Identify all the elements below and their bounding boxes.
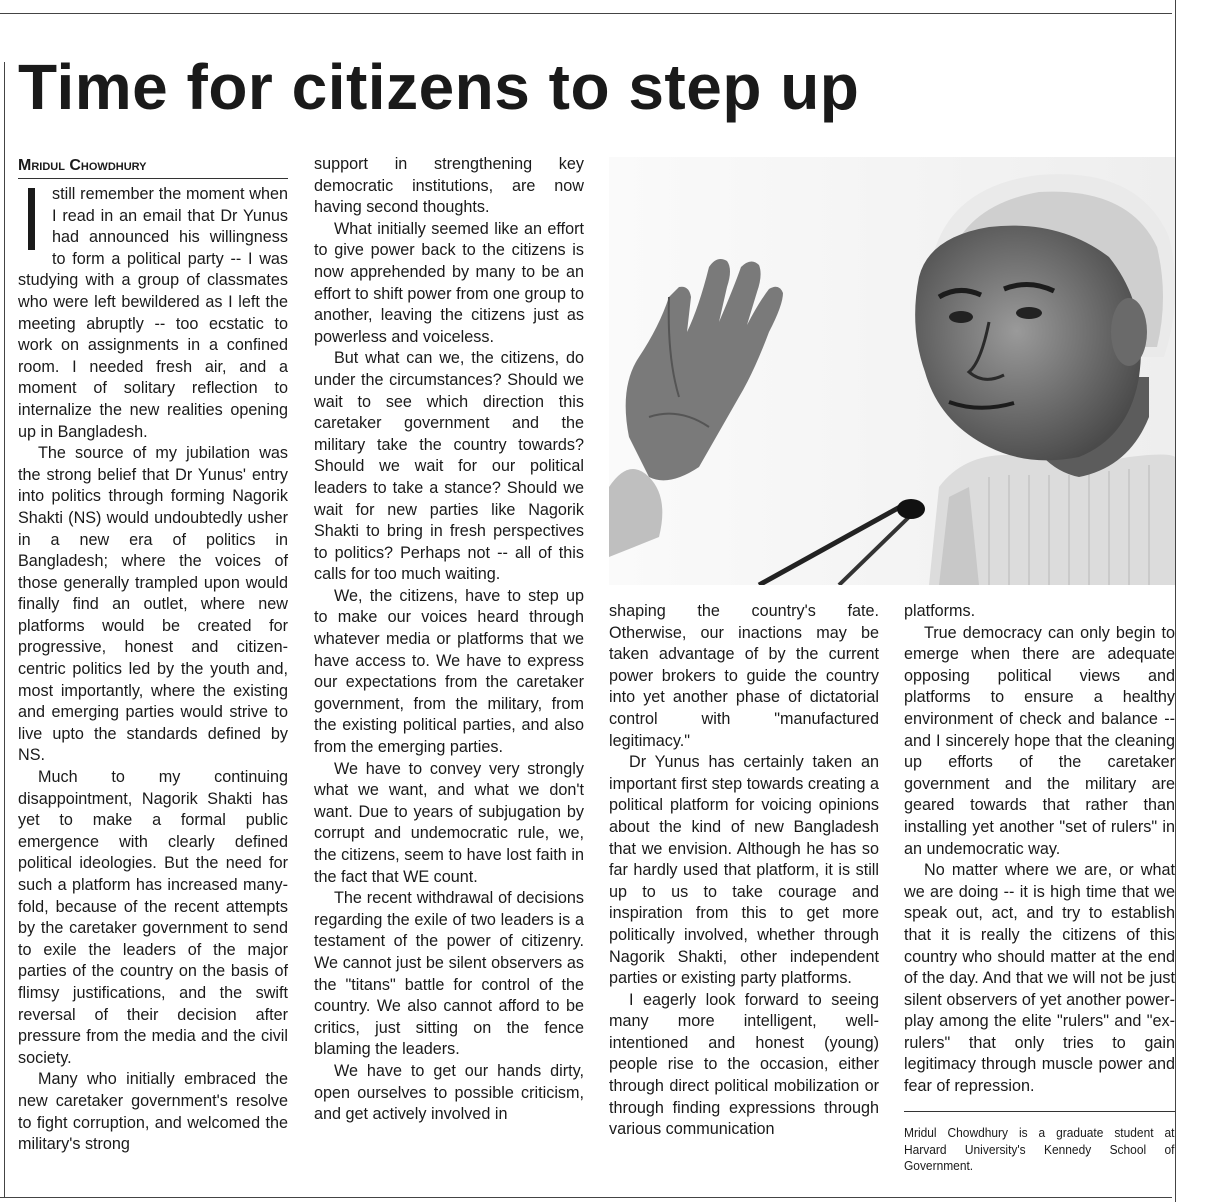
paragraph: No matter where we are, or what we are doing -- it is high time that we speak out, act, and try to establish that it is really the citizens of this country who should matter at the end of the day. And that we will not be just silent observers of yet another power-play among the elite "rulers" and "ex-rulers" that only tries to gain legitimacy through muscle power and fear of repression.	[904, 861, 1175, 1096]
article-column-3	[609, 601, 879, 1141]
paragraph: support in strengthening key democratic institutions, are now having second thoughts.	[314, 155, 584, 217]
paragraph: But what can we, the citizens, do under the circumstances? Should we wait to see which direction this caretaker government and the military take the country towards? Should we wait for our political leaders to take a stance? Should we wait for new parties like Nagorik Shakti to bring in fresh perspectives to politics? Perhaps not -- all of this calls for too much waiting.	[314, 349, 584, 584]
paragraph: What initially seemed like an effort to give power back to the citizens is now apprehended by many to be an effort to shift power from one group to another, leaving the citizens just as powerless and voiceless.	[314, 219, 584, 346]
article-column-1	[18, 184, 288, 1156]
article-column-2	[314, 154, 584, 1126]
author-note-rule	[904, 1111, 1175, 1112]
portrait-illustration	[609, 157, 1175, 585]
left-border-rule	[4, 62, 5, 1197]
dropcap	[22, 188, 44, 254]
paragraph	[18, 184, 288, 443]
paragraph: We have to convey very strongly what we want, and what we don't want. Due to years of subjugation by corrupt and undemocratic rule, we, the citizens, seem to have lost faith in the fact that WE count.	[314, 759, 584, 886]
paragraph: Dr Yunus has certainly taken an important first step towards creating a political platform for voicing opinions about the kind of new Bangladesh that we envision. Although he has so far hardly used that platform, it is still up to us to take courage and inspiration from this to get more politically involved, whether through Nagorik Shakti, other independent parties or existing party platforms.	[609, 753, 879, 988]
portrait-photo	[609, 157, 1175, 585]
paragraph: We, the citizens, have to step up to make our voices heard through whatever media or platforms that we have access to. We have to express our expectations from the caretaker government, from the military, from the existing political parties, and also from the emerging parties.	[314, 586, 584, 757]
paragraph: shaping the country's fate. Otherwise, our inactions may be taken advantage of by the current power brokers to guide the country into yet another phase of dictatorial control with "manufactured legitimacy."	[609, 602, 879, 750]
paragraph: I eagerly look forward to seeing many more intelligent, well-intentioned and honest (young) people rise to the occasion, either through direct political mobilization or through finding expressions through various communication	[609, 990, 879, 1139]
paragraph: The recent withdrawal of decisions regarding the exile of two leaders is a testament of the power of citizenry. We cannot just be silent observers as the "titans" battle for control of the country. We also cannot afford to be critics, just sitting on the fence blaming the leaders.	[314, 889, 584, 1059]
right-border-rule	[1175, 0, 1176, 1202]
paragraph: The source of my jubilation was the strong belief that Dr Yunus' entry into politics through forming Nagorik Shakti (NS) would undoubtedly usher in a new era of politics in Bangladesh; where the voices of those generally trampled upon would finally find an outlet, where new platforms would be created for progressive, honest and citizen-centric politics led by the youth and, most importantly, where the existing and emerging parties would strive to live upto the standards defined by NS.	[18, 444, 288, 765]
paragraph: True democracy can only begin to emerge when there are adequate opposing political views and platforms to ensure a healthy environment of check and balance -- and I sincerely hope that the cleaning up efforts of the caretaker government and the military are geared towards that rather than installing yet another "set of rulers" in an undemocratic way.	[904, 623, 1175, 858]
paragraph: platforms.	[904, 602, 976, 620]
paragraph: Much to my continuing disappointment, Nagorik Shakti has yet to make a formal public emergence with clearly defined political ideologies. But the need for such a platform has increased many-fold, because of the recent attempts by the caretaker government to send to exile the leaders of the major parties of the country on the basis of flimsy justifications, and the swift reversal of their decision after pressure from the media and the civil society.	[18, 768, 288, 1067]
paragraph: Many who initially embraced the new caretaker government's resolve to fight corruption, and welcomed the military's strong	[18, 1070, 288, 1154]
author-note: Mridul Chowdhury is a graduate student at Harvard University's Kennedy School of Government.	[904, 1125, 1175, 1173]
headline: Time for citizens to step up	[18, 51, 860, 123]
article-column-4	[904, 601, 1175, 1098]
top-rule	[0, 13, 1172, 14]
dropcap-bar	[28, 188, 35, 250]
paragraph: We have to get our hands dirty, open ourselves to possible criticism, and get actively involved in	[314, 1061, 584, 1124]
bottom-rule	[0, 1197, 1172, 1198]
byline: Mridul Chowdhury	[18, 157, 288, 179]
paragraph-text: still remember the moment when I read in an email that Dr Yunus had announced his willingness to form a political party -- I was studying with a group of classmates who were left bewildered as I left the meeting abruptly -- too ecstatic to work on assignments in a confined room. I needed fresh air, and a moment of solitary reflection to internalize the new realities opening up in Bangladesh.	[18, 185, 288, 441]
